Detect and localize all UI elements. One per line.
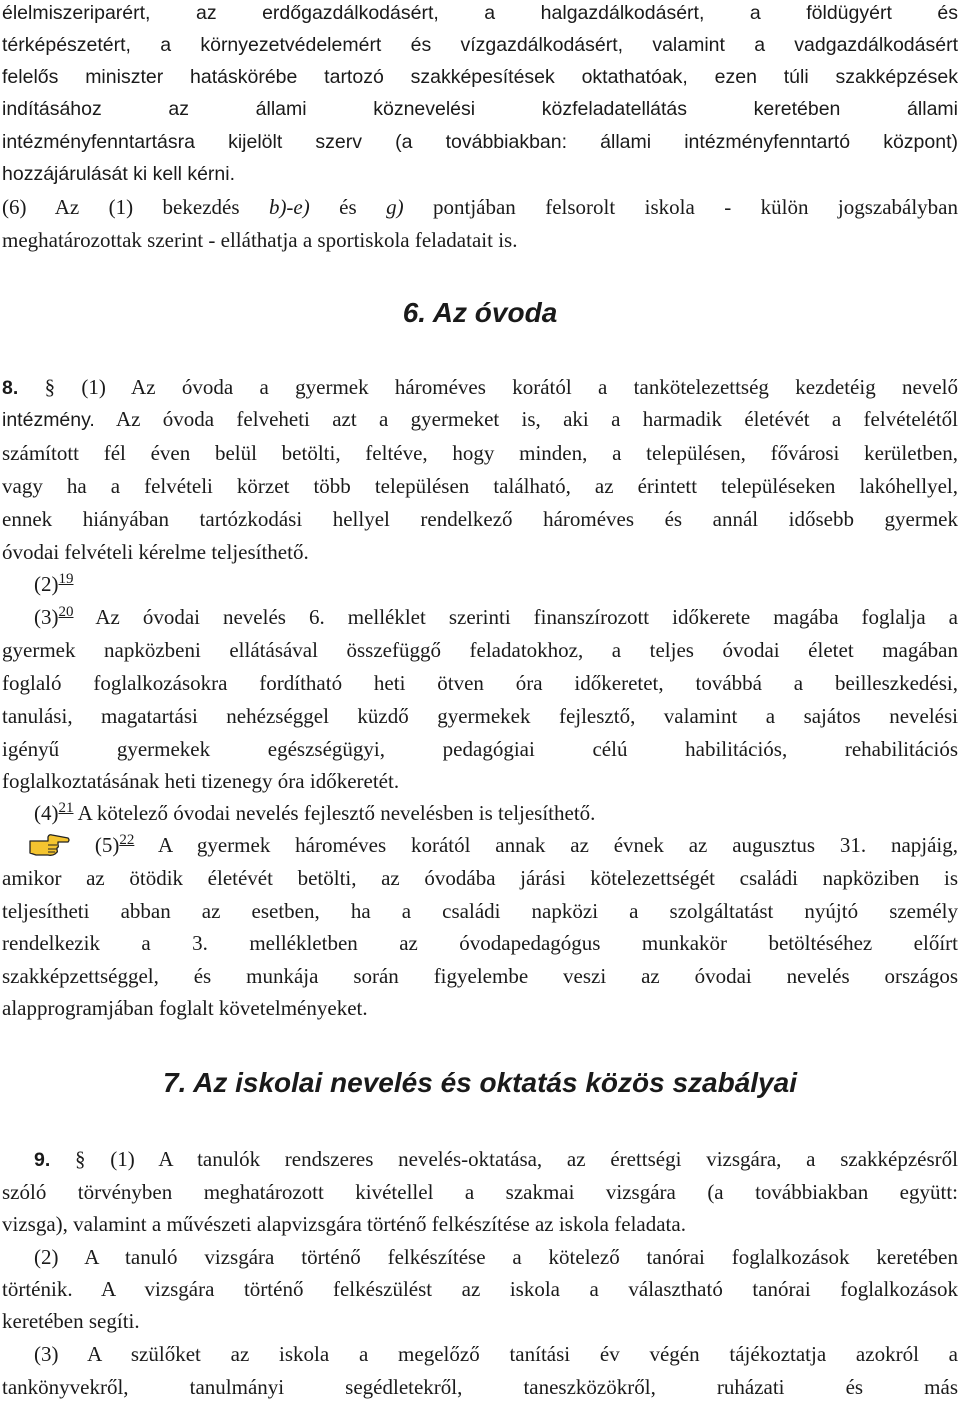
section-number: 8. (2, 377, 19, 399)
paragraph-line: igényű gyermekek egészségügyi, pedagógiai célú habilitációs, rehabilitációs (2, 737, 958, 761)
paragraph-line: számított fél éven belül betölti, feltéve, hogy minden, a településen, fővárosi kerületben, (2, 441, 958, 465)
section-heading: 7. Az iskolai nevelés és oktatás közös szabályai (163, 1067, 797, 1098)
paragraph-line: ennek hiányában tartózkodási hellyel rendelkező hároméves és annál idősebb gyermek (2, 507, 958, 531)
paragraph-line: élelmiszeriparért, az erdőgazdálkodásért, a halgazdálkodásért, a földügyért és (2, 2, 958, 24)
section-heading: 6. Az óvoda (402, 297, 558, 328)
paragraph-line: (6) Az (1) bekezdés b)-e) és g) pontjában felsorolt iskola - külön jogszabályban (2, 195, 958, 219)
paragraph-line: alapprogramjában foglalt követelményeket. (2, 996, 368, 1020)
paragraph-line: szakképzettséggel, és munkája során figyelembe veszi az óvodai nevelés országos (2, 964, 958, 988)
paragraph-line: tanulási, magatartási nehézséggel küzdő gyermekek fejlesztő, valamint a sajátos nevelési (2, 704, 958, 728)
paragraph-line: intézményfenntartásra kijelölt szerv (a továbbiakban: állami intézményfenntartó központ) (2, 131, 958, 153)
section-number: 9. (34, 1149, 51, 1171)
paragraph-line: 9. § (1) A tanulók rendszeres nevelés-oktatása, az érettségi vizsgára, a szakképzésről (34, 1147, 958, 1171)
paragraph-line: meghatározottak szerint - elláthatja a sportiskola feladatait is. (2, 228, 518, 252)
paragraph-line: vagy ha a felvételi körzet több településen található, az érintett településeken lakóhellyel, (2, 474, 958, 498)
paragraph-line: rendelkezik a 3. mellékletben az óvodapedagógus munkakör betöltéséhez előírt (2, 931, 958, 955)
paragraph-line: foglaló foglalkozásokra fordítható heti ötven óra időkeretet, továbbá a beilleszkedési, (2, 671, 958, 695)
pointing-hand-icon (28, 832, 70, 856)
paragraph-line: történik. A vizsgára történő felkészülést az iskola a választható tanórai foglalkozások (2, 1277, 958, 1301)
paragraph-line: intézmény. Az óvoda felveheti azt a gyermeket is, aki a harmadik életévét a felvételétől (2, 407, 958, 431)
paragraph-line: (4)$^{21}$ A kötelező óvodai nevelés fejlesztő nevelésben is teljesíthető. (34, 800, 596, 825)
paragraph-line: hozzájárulását ki kell kérni. (2, 163, 236, 185)
paragraph-line: (3)$^{20}$ Az óvodai nevelés 6. melléklet szerinti finanszírozott időkerete magába foglalja a (34, 604, 958, 629)
paragraph-line: szóló törvényben meghatározott kivétellel a szakmai vizsgára (a továbbiakban együtt: (2, 1180, 958, 1204)
footnote-link[interactable]: 19 (58, 571, 74, 587)
footnote-link[interactable]: 22 (119, 832, 135, 848)
paragraph-line: (5)$^{22}$ A gyermek hároméves korától annak az évnek az augusztus 31. napjáig, (0, 832, 958, 858)
paragraph-line: teljesítheti abban az esetben, ha a családi napközi a szolgáltatást nyújtó személy (2, 899, 958, 923)
paragraph-line: óvodai felvételi kérelme teljesíthető. (2, 540, 309, 564)
paragraph-line: amikor az ötödik életévét betölti, az óvodába járási kötelezettségét családi napköziben is (2, 866, 958, 890)
footnote-link[interactable]: 20 (58, 604, 74, 620)
paragraph-line: vizsga), valamint a művészeti alapvizsgára történő felkészítése az iskola feladata. (2, 1212, 686, 1236)
paragraph-line: gyermek napközbeni ellátásával összefüggő feladatokhoz, a teljes óvodai életet magában (2, 638, 958, 662)
paragraph-line: foglalkoztatásának heti tizenegy óra időkeretét. (2, 769, 400, 793)
paragraph-line: felelős miniszter hatáskörébe tartozó szakképesítések oktathatóak, ezen túli szakképzések (2, 66, 958, 88)
paragraph-line: tankönyvekről, tanulmányi segédletekről, taneszközökről, ruházati és más (2, 1375, 958, 1399)
paragraph-line: keretében segíti. (2, 1309, 140, 1333)
paragraph-line: indításához az állami köznevelési közfeladatellátás keretében állami (2, 98, 958, 120)
paragraph-line: (3) A szülőket az iskola a megelőző tanítási év végén tájékoztatja azokról a (34, 1342, 958, 1366)
footnote-link[interactable]: 21 (58, 800, 74, 816)
paragraph-line: 8. § (1) Az óvoda a gyermek hároméves korától a tankötelezettség kezdetéig nevelő (2, 375, 958, 399)
paragraph-line: térképészetért, a környezetvédelemért és vízgazdálkodásért, valamint a vadgazdálkodásért (2, 34, 958, 56)
paragraph-line: (2)$^{19}$ (34, 571, 74, 596)
paragraph-line: (2) A tanuló vizsgára történő felkészítése a kötelező tanórai foglalkozások keretében (34, 1245, 958, 1269)
